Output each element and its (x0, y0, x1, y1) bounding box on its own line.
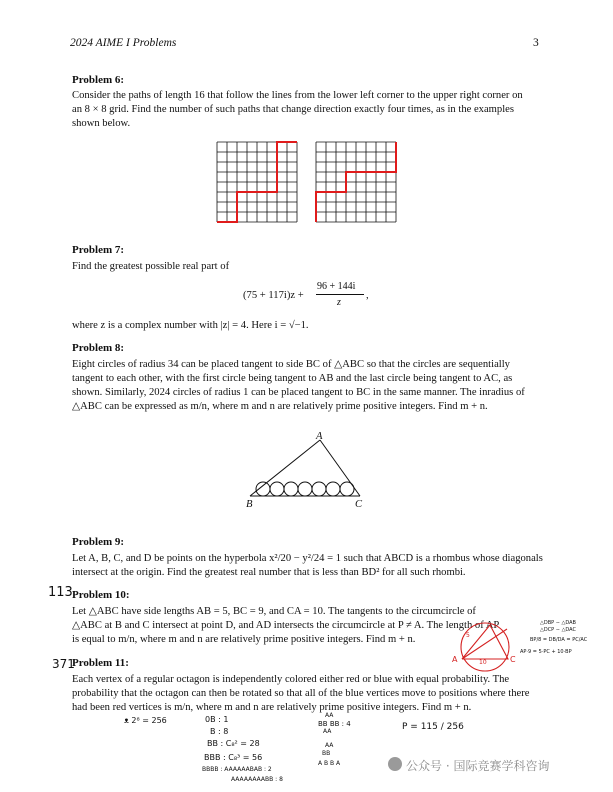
sketch-label-c: C (510, 655, 516, 664)
sketch-label-5: 5 (466, 632, 470, 639)
running-header-title: 2024 AIME I Problems (70, 37, 177, 49)
scratch-count-0: 0B : 1 (205, 715, 229, 724)
problem-10-margin-note: 113 (48, 585, 73, 600)
problem-11-margin-note: 371 (52, 657, 75, 671)
watermark-brand: 公众号 · 国际竞赛学科咨询 (406, 759, 550, 773)
problem-9-title: Problem 9: (72, 536, 125, 548)
problem-11-line3: had been red vertices is m/n, where m and n are relatively prime positive integers. Find m + n. (72, 702, 472, 713)
scratch-count-2: BB : C₈² = 28 (207, 739, 260, 748)
scratch-rotation-2: BB BB : 4 (318, 720, 351, 728)
scratch-count-1: B : 8 (210, 727, 229, 736)
scratch-rotation-3: AA (323, 728, 332, 735)
sketch-label-a: A (452, 655, 458, 664)
scratch-total: ᴥ 2⁸ = 256 (124, 716, 167, 725)
problem-7-line2: where z is a complex number with |z| = 4. Here i = √−1. (72, 320, 309, 331)
problem-7-frac-num: 96 + 144i (317, 281, 356, 292)
problem-7-frac-bar (316, 294, 364, 295)
figure-label-c: C (355, 499, 363, 510)
problem-6-line2: an 8 × 8 grid. Find the number of such paths that change direction exactly four times, as in the examples (72, 104, 514, 115)
side-note-4: AP·9 = 5·PC + 10·BP (520, 649, 572, 655)
problem-8-title: Problem 8: (72, 342, 125, 354)
grid-example-1 (217, 142, 297, 222)
problem-8-line3: shown. Similarly, 2024 circles of radius 1 can be placed tangent to BC in the same manner. The inradius of (72, 387, 525, 398)
problem-10-line1: Let △ABC have side lengths AB = 5, BC = 9, and CA = 10. The tangents to the circumcircle of (72, 606, 476, 617)
problem-7-expr-left: (75 + 117i)z + (243, 290, 304, 301)
scratch-rotation-1: AA (325, 712, 334, 719)
scratch-probability: P = 115 / 256 (402, 722, 464, 732)
problem-10-title: Problem 10: (72, 589, 130, 601)
scratch-count-4a: BBBB : AAAAAABAB : 2 (202, 766, 272, 773)
problem-8-line1: Eight circles of radius 34 can be placed tangent to side BC of △ABC so that the circles are sequentially (72, 359, 510, 370)
grid-example-2 (316, 142, 396, 222)
side-note-2: △DCP ∽ △DAC (540, 627, 577, 633)
problem-10-line3: is equal to m/n, where m and n are relatively prime positive integers. Find m + n. (72, 634, 416, 645)
scratch-count-4b: AAAAAAAABB : 8 (231, 776, 283, 783)
side-note-3: BP/8 = DB/DA = PC/AC (530, 637, 588, 643)
scratch-rotation-4: AA (325, 742, 334, 749)
problem-11-line1: Each vertex of a regular octagon is independently colored either red or blue with equal probability. The (72, 674, 510, 685)
problem-6-line3: shown below. (72, 118, 131, 129)
scratch-rotation-6: A B B A (318, 760, 341, 767)
problem-9-line2: intersect at the origin. Find the greatest real number that is less than BD² for all such rhombi. (72, 567, 466, 578)
circumcircle-sketch (452, 615, 522, 675)
problem-7-frac-den: z (337, 297, 341, 308)
problem-9-line1: Let A, B, C, and D be points on the hyperbola x²/20 − y²/24 = 1 such that ABCD is a rhombus whose diagonals (72, 553, 543, 564)
side-note-1: △DBP ∽ △DAB (540, 620, 576, 626)
problem-7-expr-end: , (366, 290, 369, 301)
problem-6-title: Problem 6: (72, 74, 125, 86)
figure-label-b: B (246, 499, 253, 510)
scratch-rotation-5: BB (322, 750, 331, 757)
page-number: 3 (533, 37, 539, 49)
figure-label-a: A (316, 431, 323, 442)
watermark-logo-icon (388, 757, 402, 771)
problem-7-line1: Find the greatest possible real part of (72, 261, 230, 272)
problem-8-line2: tangent to each other, with the first circle being tangent to AB and the last circle being tangent to AC, as (72, 373, 513, 384)
problem-10-line2: △ABC at B and C intersect at point D, and AD intersects the circumcircle at P ≠ A. The length of AP (72, 620, 500, 631)
sketch-label-10: 10 (479, 659, 487, 666)
problem-8-line4: △ABC can be expressed as m/n, where m and n are relatively prime positive integers. Find m + n. (72, 401, 488, 412)
problem-11-title: Problem 11: (72, 657, 129, 669)
triangle-circles-figure (240, 428, 370, 513)
problem-7-title: Problem 7: (72, 244, 125, 256)
problem-6-line1: Consider the paths of length 16 that follow the lines from the lower left corner to the upper right corner on (72, 90, 523, 101)
scratch-count-3: BBB : C₈³ = 56 (204, 753, 263, 762)
problem-11-line2: probability that the octagon can then be rotated so that all of the blue vertices move to positions where there (72, 688, 530, 699)
